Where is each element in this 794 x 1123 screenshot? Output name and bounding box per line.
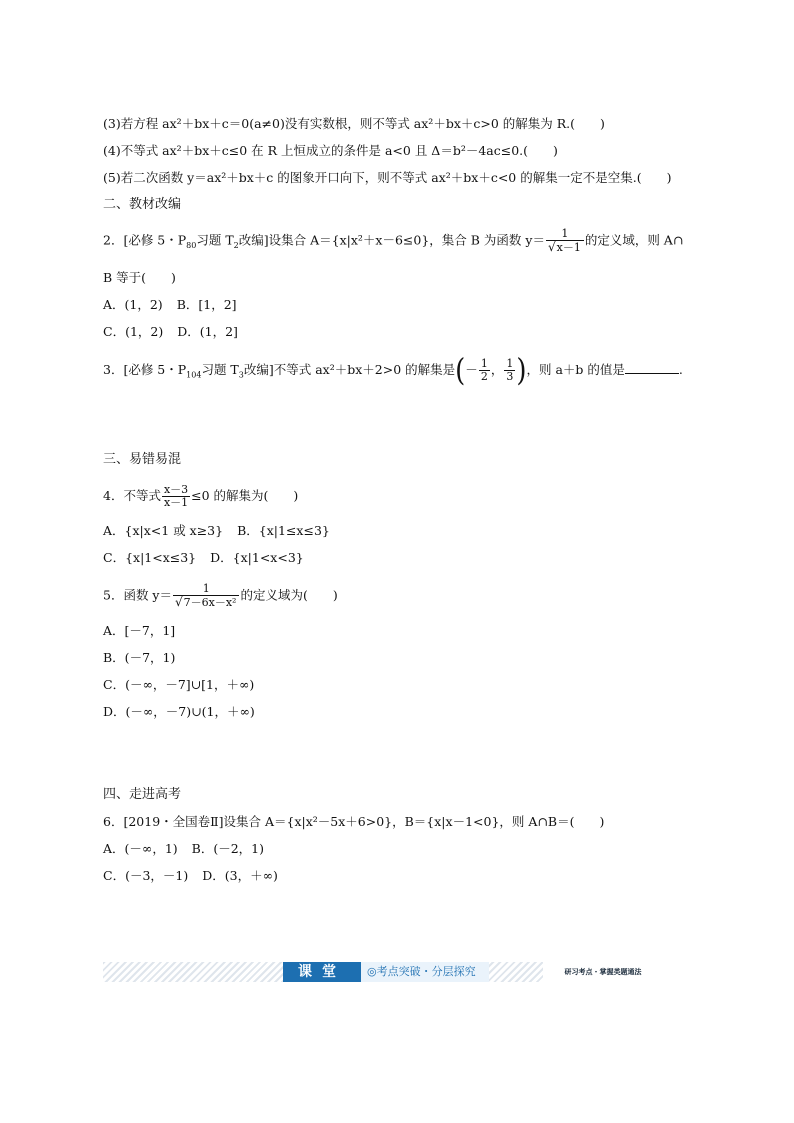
q3-tail: ，则 a＋b 的值是 — [526, 362, 625, 377]
q3-ref-sub: 104 — [186, 370, 202, 380]
q2-frac-den: x－1 — [556, 241, 581, 254]
q5-fraction: $\frac{1}{\text{√7－6x－x²}}$ — [173, 583, 239, 609]
q3-fraction-1: $\frac{1}{2}$ — [480, 357, 488, 383]
q2-ref-tail: 习题 T — [196, 232, 234, 248]
q2-option-c: C．(1，2) — [103, 324, 164, 339]
q5-option-a: A．[－7，1] — [103, 623, 176, 638]
question-5-stem — [103, 583, 338, 609]
question-2-options-ab — [103, 297, 237, 313]
q4-option-a: A．{x|x<1 或 x≥3} — [103, 523, 224, 538]
q5-lead: 5．函数 y＝ — [103, 587, 172, 603]
banner-subtitle: ◎考点突破・分层探究 — [361, 962, 489, 982]
question-6-stem: 6．[2019・全国卷Ⅱ]设集合 A＝{x|x²－5x＋6>0}，B＝{x|x－1<0}，则 A∩B＝( ) — [103, 814, 605, 829]
q4-fraction: $\frac{x-3}{x-1}$ — [163, 483, 189, 509]
left-paren-icon: ( — [455, 352, 466, 389]
q4-lead: 4．不等式 — [103, 488, 161, 503]
item-4: (4)不等式 ax²＋bx＋c≤0 在 R 上恒成立的条件是 a<0 且 Δ＝b²－4ac≤0.( ) — [103, 143, 558, 158]
question-3-stem — [103, 352, 683, 389]
q3-ref-tail: 习题 T — [201, 362, 239, 377]
section-heading-4: 四、走进高考 — [103, 787, 182, 802]
q6-option-a: A．(－∞，1) — [103, 841, 178, 856]
q2-option-b: B．[1，2] — [176, 297, 237, 312]
question-2-options-cd — [103, 324, 238, 340]
question-6-options-cd — [103, 868, 278, 884]
q4-option-c: C．{x|1<x≤3} — [103, 550, 197, 565]
question-4-options-cd — [103, 550, 304, 566]
q3-stem: 改编]不等式 ax²＋bx＋2>0 的解集是 — [243, 362, 456, 377]
question-6-options-ab — [103, 841, 264, 857]
q4-tail: ≤0 的解集为( ) — [191, 488, 299, 503]
question-4-options-ab — [103, 523, 330, 539]
answer-blank[interactable] — [625, 361, 679, 374]
question-2-line2: B 等于( ) — [103, 270, 176, 285]
item-3: (3)若方程 ax²＋bx＋c＝0(a≠0)没有实数根，则不等式 ax²＋bx＋c>0 的解集为 R.( ) — [103, 116, 605, 131]
classroom-banner — [103, 962, 663, 982]
q2-lead: 2．[必修 5・P — [103, 232, 187, 248]
sqrt-symbol: √7－6x－x² — [175, 595, 237, 609]
q5-tail: 的定义域为( ) — [240, 587, 338, 603]
q2-t-sub: 2 — [233, 241, 239, 250]
q3-end: . — [678, 362, 683, 377]
section-heading-2: 二、教材改编 — [103, 197, 182, 212]
q2-option-a: A．(1，2) — [103, 297, 163, 312]
q3-neg: － — [465, 362, 478, 377]
q3-lead: 3．[必修 5・P — [103, 362, 187, 377]
item-5: (5)若二次函数 y＝ax²＋bx＋c 的图象开口向下，则不等式 ax²＋bx＋c<0 的解集一定不是空集.( ) — [103, 170, 672, 185]
q6-option-b: B．(－2，1) — [191, 841, 265, 856]
q5-option-d: D．(－∞，－7)∪(1，＋∞) — [103, 704, 255, 719]
q2-option-d: D．(1，2] — [177, 324, 238, 339]
question-4-stem — [103, 484, 298, 509]
q2-frac-num: 1 — [561, 227, 569, 240]
q2-stem: 改编]设集合 A＝{x|x²＋x－6≤0}，集合 B 为函数 y＝ — [238, 232, 545, 248]
q2-ref-sub: 80 — [186, 241, 197, 250]
q6-option-d: D．(3，＋∞) — [202, 868, 278, 883]
q3-comma: ， — [490, 362, 504, 377]
q4-option-d: D．{x|1<x<3} — [210, 550, 304, 565]
q6-option-c: C．(－3，－1) — [103, 868, 189, 883]
right-paren-icon: ) — [516, 352, 527, 389]
q5-option-b: B．(－7，1) — [103, 650, 176, 665]
q2-after: 的定义域，则 A∩ — [584, 232, 684, 248]
q3-t-sub: 3 — [238, 370, 244, 380]
q2-fraction — [546, 228, 584, 254]
q3-fraction-2: $\frac{1}{3}$ — [506, 357, 514, 383]
sqrt-symbol: √x－1 — [547, 240, 581, 254]
q4-option-b: B．{x|1≤x≤3} — [237, 523, 330, 538]
banner-title: 课堂 — [283, 962, 361, 982]
q5-option-c: C．(－∞，－7]∪[1，＋∞) — [103, 677, 255, 692]
banner-right-text: 研习考点・掌握类题通法 — [543, 962, 663, 982]
section-heading-3: 三、易错易混 — [103, 452, 182, 467]
question-2-stem — [103, 228, 683, 254]
